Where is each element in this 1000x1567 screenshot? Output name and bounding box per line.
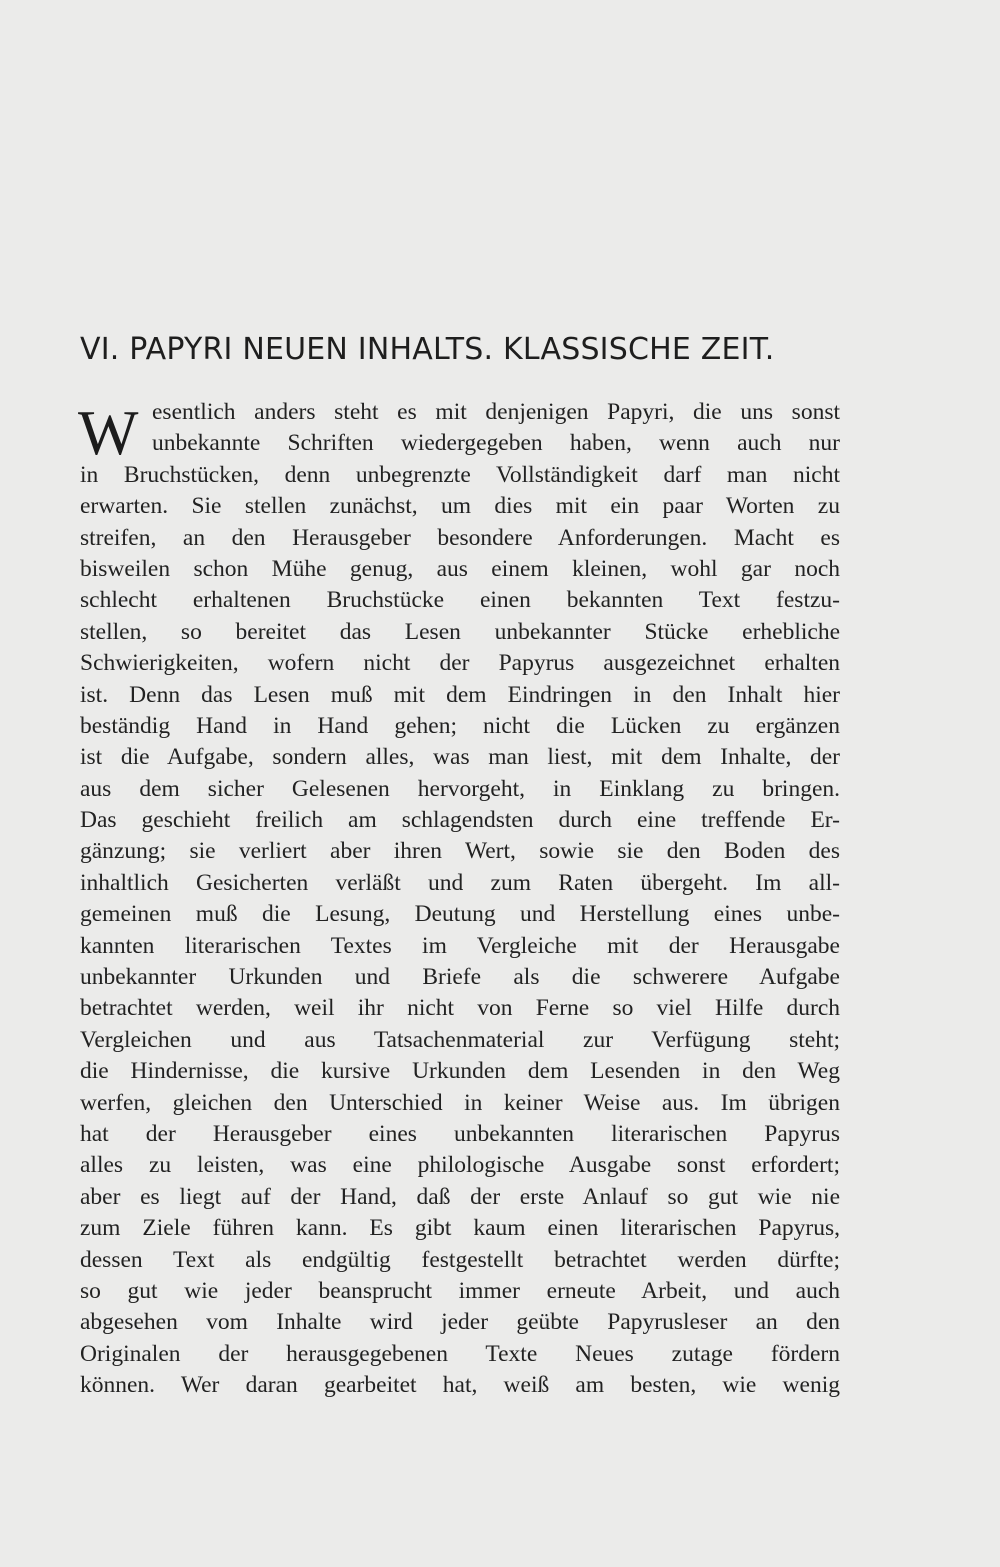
text-line: bisweilen schon Mühe genug, aus einem kleinen, wohl gar noch	[80, 555, 840, 582]
text-line: gemeinen muß die Lesung, Deutung und Herstellung eines unbe-	[80, 901, 840, 928]
text-line: kannten literarischen Textes im Vergleiche mit der Herausgabe	[80, 932, 840, 959]
chapter-title: VI. PAPYRI NEUEN INHALTS. KLASSISCHE ZEIT.	[80, 332, 775, 367]
text-line: hat der Herausgeber eines unbekannten literarischen Papyrus	[80, 1120, 840, 1147]
text-line: beständig Hand in Hand gehen; nicht die Lücken zu ergänzen	[80, 712, 840, 739]
text-line: Originalen der herausgegebenen Texte Neues zutage fördern	[80, 1340, 840, 1367]
text-line: zum Ziele führen kann. Es gibt kaum einen literarischen Papyrus,	[80, 1215, 840, 1242]
text-line: unbekannte Schriften wiedergegeben haben, wenn auch nur	[152, 430, 840, 457]
text-line: ist. Denn das Lesen muß mit dem Eindringen in den Inhalt hier	[80, 681, 840, 708]
text-line: werfen, gleichen den Unterschied in keiner Weise aus. Im übrigen	[80, 1089, 840, 1116]
text-line: streifen, an den Herausgeber besondere Anforderungen. Macht es	[80, 524, 840, 551]
text-line: inhaltlich Gesicherten verläßt und zum Raten übergeht. Im all-	[80, 869, 840, 896]
text-line: unbekannter Urkunden und Briefe als die schwerere Aufgabe	[80, 964, 840, 991]
text-line: die Hindernisse, die kursive Urkunden dem Lesenden in den Weg	[80, 1058, 840, 1085]
text-line: können. Wer daran gearbeitet hat, weiß am besten, wie wenig	[80, 1372, 840, 1399]
text-line: dessen Text als endgültig festgestellt betrachtet werden dürfte;	[80, 1246, 840, 1273]
text-line: esentlich anders steht es mit denjenigen Papyri, die uns sonst	[152, 399, 840, 425]
text-line: betrachtet werden, weil ihr nicht von Ferne so viel Hilfe durch	[80, 995, 840, 1022]
text-line: so gut wie jeder beansprucht immer erneute Arbeit, und auch	[80, 1277, 840, 1304]
text-line: in Bruchstücken, denn unbegrenzte Vollständigkeit darf man nicht	[80, 461, 840, 488]
text-line: schlecht erhaltenen Bruchstücke einen bekannten Text festzu-	[80, 587, 840, 614]
text-line: Vergleichen und aus Tatsachenmaterial zur Verfügung steht;	[80, 1026, 840, 1053]
text-line: erwarten. Sie stellen zunächst, um dies mit ein paar Worten zu	[80, 493, 840, 520]
text-line: stellen, so bereitet das Lesen unbekannter Stücke erhebliche	[80, 618, 840, 645]
text-line: Das geschieht freilich am schlagendsten durch eine treffende Er-	[80, 807, 840, 834]
body-paragraph	[80, 397, 840, 1402]
text-line: aus dem sicher Gelesenen hervorgeht, in Einklang zu bringen.	[80, 775, 840, 802]
text-line: abgesehen vom Inhalte wird jeder geübte Papyrusleser an den	[80, 1309, 840, 1336]
text-line: gänzung; sie verliert aber ihren Wert, sowie sie den Boden des	[80, 838, 840, 865]
text-line: alles zu leisten, was eine philologische Ausgabe sonst erfordert;	[80, 1152, 840, 1179]
text-line: aber es liegt auf der Hand, daß der erste Anlauf so gut wie nie	[80, 1183, 840, 1210]
text-line: Schwierigkeiten, wofern nicht der Papyrus ausgezeichnet erhalten	[80, 650, 840, 677]
text-line: ist die Aufgabe, sondern alles, was man liest, mit dem Inhalte, der	[80, 744, 840, 771]
drop-cap-initial: W	[78, 397, 139, 468]
